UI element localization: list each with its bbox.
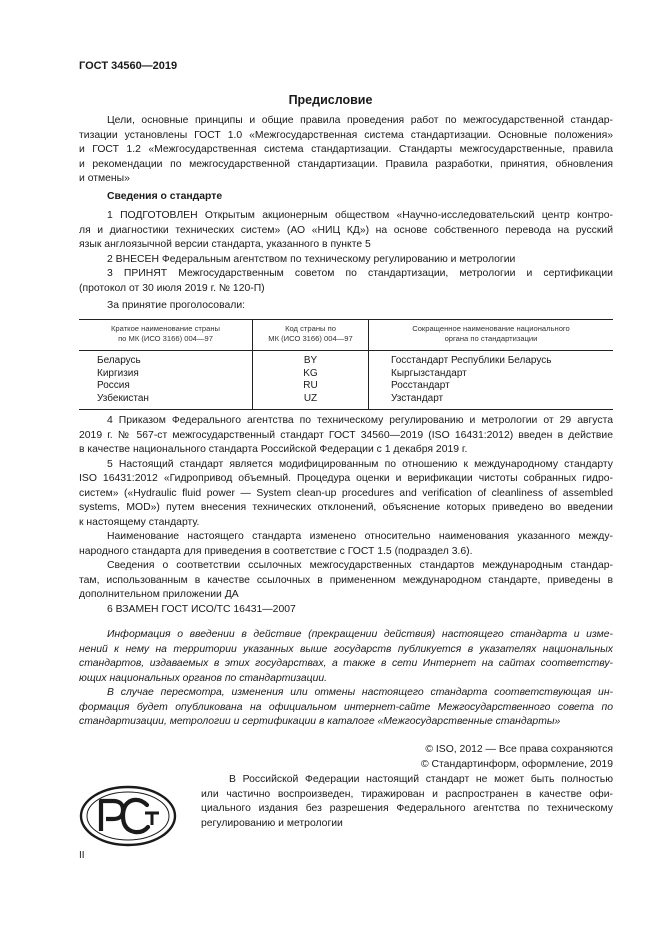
- code-cell: RU: [253, 380, 369, 393]
- text-line: и ГОСТ 1.2 «Межгосударственная система стандартизации. Стандарты межгосударственные, правила: [79, 144, 613, 155]
- text-line: язык англоязычной версии стандарта, указанного в пункте 5: [79, 239, 371, 250]
- header-line: по МК (ИСО 3166) 004—97: [118, 334, 213, 343]
- column-header-organ: [369, 320, 614, 351]
- text-line: Информация о введении в действие (прекращении действия) настоящего стандарта и изме-: [107, 629, 613, 640]
- text-line: В Российской Федерации настоящий стандарт не может быть полностью: [229, 774, 613, 785]
- table-row: [79, 368, 613, 381]
- text-line: регулированию и метрологии: [201, 817, 343, 829]
- organ-cell: Госстандарт Республики Беларусь: [369, 351, 614, 368]
- rst-logo-icon: [79, 785, 177, 847]
- text-line: циального издания без разрешения Федерального агентства по техническому: [201, 803, 613, 814]
- code-cell: KG: [253, 368, 369, 381]
- text-line: тизации установлены ГОСТ 1.0 «Межгосударственная система стандартизации. Основные положения»: [79, 129, 613, 141]
- text-line: systems, MOD») путем внесения технических отклонений, объяснение которых приведено во введении: [79, 502, 613, 513]
- text-line: ющих национальных органов по стандартизации.: [79, 672, 328, 684]
- text-line: формация будет опубликована на официальном интернет-сайте Межгосударственного совета по: [79, 701, 613, 713]
- text-line: В случае пересмотра, изменения или отмены настоящего стандарта соответствующая ин-: [107, 687, 613, 698]
- text-line: 3 ПРИНЯТ Межгосударственным советом по стандартизации, метрологии и сертификации: [107, 268, 613, 279]
- section-heading: Сведения о стандарте: [107, 191, 223, 202]
- organ-cell: Росстандарт: [369, 380, 614, 393]
- country-cell: Киргизия: [97, 367, 139, 379]
- text-line: дополнительном приложении ДА: [79, 589, 239, 600]
- column-header-country: [79, 320, 253, 351]
- country-cell: Узбекистан: [79, 393, 253, 410]
- text-line: стандартов, издаваемых в этих государствах, а также в сети Интернет на сайтах соответству-: [79, 658, 613, 669]
- country-cell: Беларусь: [97, 355, 141, 366]
- header-line: Код страны по: [285, 324, 336, 333]
- text-line: нений к нему на территории указанных выше государств публикуется в указателях национальных: [79, 643, 613, 655]
- text-line: в качестве национального стандарта Российской Федерации с 1 декабря 2019 г.: [79, 444, 468, 455]
- legal-notice: [201, 773, 613, 831]
- text-line: и отмены»: [79, 173, 130, 184]
- text-line: систем» («Hydraulic fluid power — System clean-up procedures and verification of cleanliness of assembled: [79, 487, 613, 499]
- table-row: [79, 380, 613, 393]
- code-cell: UZ: [253, 393, 369, 410]
- text-line: Цели, основные принципы и общие правила проведения работ по межгосударственной стандар-: [107, 115, 613, 126]
- text-line: стандартизации, метрологии и сертификации в каталоге «Межгосударственные стандарты»: [79, 716, 561, 727]
- text-line: там, использованным в качестве ссылочных в примененном международном стандарте, приведены в: [79, 574, 613, 586]
- header-line: МК (ИСО 3166) 004—97: [268, 334, 353, 343]
- column-header-code: [253, 320, 369, 351]
- copyright-publisher: © Стандартинформ, оформление, 2019: [420, 759, 613, 770]
- header-line: Краткое наименование страны: [111, 324, 220, 333]
- text-line: 1 ПОДГОТОВЛЕН Открытым акционерным обществом «Научно-исследовательский центр контро-: [107, 210, 613, 221]
- text-line: 6 ВЗАМЕН ГОСТ ИСО/ТС 16431—2007: [107, 603, 296, 615]
- text-line: к настоящему стандарту.: [79, 516, 200, 528]
- text-line: Наименование настоящего стандарта изменено относительно наименования указанного между-: [107, 531, 613, 542]
- organ-cell: Кыргызстандарт: [369, 368, 614, 381]
- header-line: органа по стандартизации: [444, 334, 538, 343]
- standard-info-items-continued: [79, 414, 613, 617]
- intro-paragraph: [79, 114, 613, 187]
- copyright-iso: © ISO, 2012 — Все права сохраняются: [425, 744, 613, 755]
- text-line: ISO 16431:2012 «Гидропривод объемный. Процедура оценки и верификации чистоты собранных гидро-: [79, 473, 613, 484]
- text-line: и рекомендации по межгосударственной стандартизации. Правила разработки, принятия, обновления: [79, 158, 613, 170]
- text-line: 2019 г. № 567-ст межгосударственный стандарт ГОСТ 34560—2019 (ISO 16431:2012) введен в действие: [79, 429, 613, 441]
- text-line: народного стандарта для приведения в соответствие с ГОСТ 1.5 (подраздел 3.6).: [79, 545, 473, 557]
- text-line: ля и диагностики технических систем» (АО «НИЦ КД») на основе собственного перевода на русский: [79, 224, 613, 236]
- table-row: [79, 351, 613, 368]
- text-line: Сведения о соответствии ссылочных межгосударственных стандартов международным стандар-: [107, 560, 613, 571]
- text-line: 2 ВНЕСЕН Федеральным агентством по техническому регулированию и метрологии: [107, 253, 516, 265]
- text-line: 5 Настоящий стандарт является модифицированным по отношению к международному стандарту: [107, 458, 613, 470]
- table-header-row: [79, 320, 613, 351]
- page-title: Предисловие: [288, 93, 373, 107]
- text-line: 4 Приказом Федерального агентства по техническому регулированию и метрологии от 29 августа: [107, 415, 613, 426]
- text-line: (протокол от 30 июля 2019 г. № 120-П): [79, 282, 265, 294]
- standard-code-header: ГОСТ 34560—2019: [79, 60, 178, 72]
- code-cell: BY: [253, 351, 369, 368]
- standard-info-items: [79, 209, 613, 296]
- page-number: II: [79, 850, 85, 861]
- table-row: [79, 393, 613, 410]
- info-paragraph: [79, 628, 613, 730]
- header-line: Сокращенное наименование национального: [412, 324, 570, 333]
- organ-cell: Узстандарт: [369, 393, 614, 410]
- vote-label: За принятие проголосовали:: [107, 300, 246, 311]
- country-cell: Россия: [97, 380, 130, 391]
- text-line: или частично воспроизведен, тиражирован и распространен в качестве офи-: [201, 788, 613, 800]
- countries-table: [79, 319, 613, 410]
- rst-certification-logo: [79, 785, 177, 847]
